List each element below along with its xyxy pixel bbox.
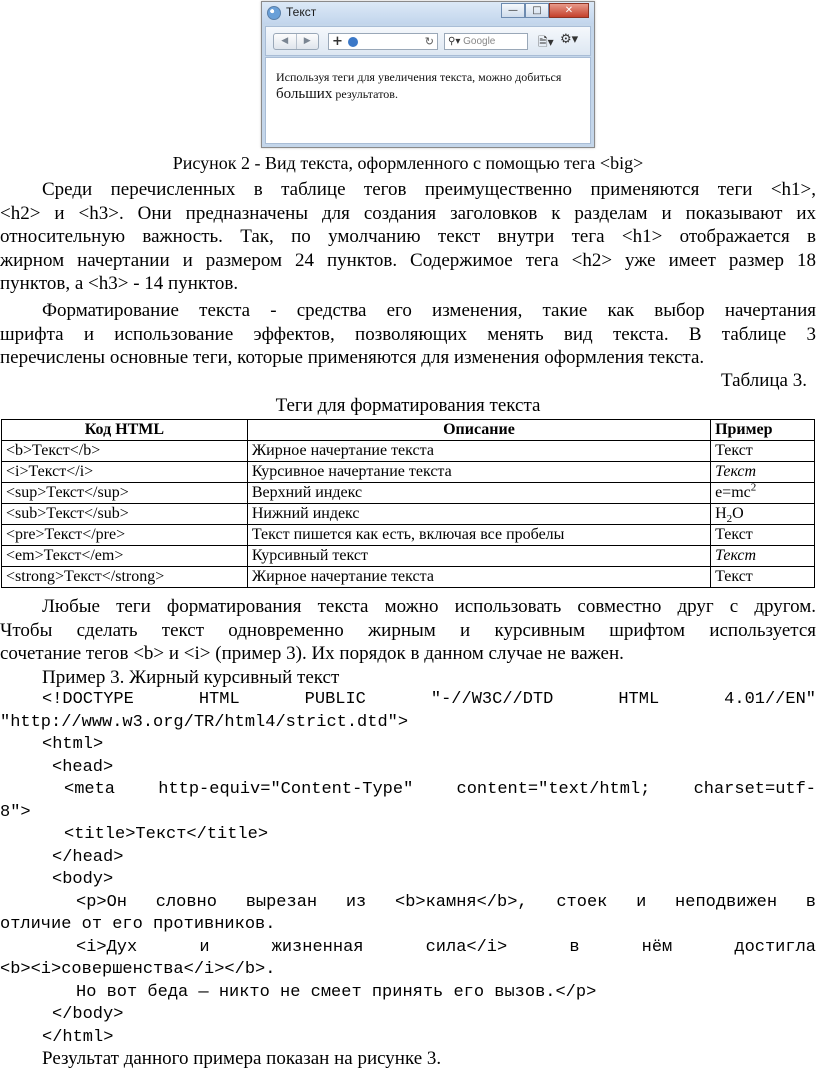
- forward-icon[interactable]: ▶: [296, 34, 319, 49]
- search-input[interactable]: [444, 33, 528, 50]
- column-header: Описание: [247, 420, 710, 441]
- code-line: </html>: [42, 1027, 114, 1047]
- code-line: <p>Он словно вырезан из <b>камня</b>, стоек и неподвижен в: [76, 892, 816, 912]
- formatting-tags-table: [1, 419, 815, 588]
- page-menu-icon[interactable]: 🗎▾: [538, 35, 554, 49]
- browser-viewport: [265, 57, 591, 144]
- viewport-line-1: Используя теги для увеличения текста, можно добиться: [276, 70, 562, 84]
- code-line: "http://www.w3.org/TR/html4/strict.dtd">: [0, 712, 409, 732]
- code-line: </head>: [52, 847, 124, 867]
- paragraph-combining: Любые теги форматирования текста можно использовать совместно друг с другом. Чтобы сделать текст одновременно жирным и курсивным шрифтом используется сочетание тегов <b> и <i> (пример 3). Их порядок в данном случае не важен.: [0, 596, 816, 664]
- window-titlebar: [262, 2, 594, 24]
- reload-icon[interactable]: ↻: [424, 35, 434, 48]
- code-line: отличие от его противников.: [0, 915, 276, 934]
- search-placeholder: Google: [463, 36, 496, 47]
- viewport-line-2: больших результатов.: [276, 86, 398, 102]
- close-icon[interactable]: ✕: [549, 3, 589, 18]
- maximize-icon[interactable]: □: [525, 3, 549, 18]
- table-title: Теги для форматирования текста: [275, 395, 541, 416]
- table-row: <i>Текст</i> Курсивное начертание текста Текст: [2, 462, 815, 483]
- browser-screenshot-figure: [261, 1, 595, 148]
- paragraph-formatting: Форматирование текста - средства его изменения, такие как выбор начертания шрифта и использование эффектов, позволяющих менять вид текста. В таблице 3 перечислены основные теги, которые применяются для изменения оформления текста.: [0, 300, 816, 368]
- big-text: больших: [276, 86, 333, 102]
- table-header-row: [2, 420, 815, 441]
- code-line: <b><i>совершенства</i></b>.: [0, 960, 276, 979]
- minimize-icon[interactable]: —: [501, 3, 525, 18]
- table-row: <em>Текст</em> Курсивный текст Текст: [2, 546, 815, 567]
- table-label: Таблица 3.: [720, 370, 807, 391]
- code-line: <head>: [52, 757, 114, 777]
- figure-caption: Рисунок 2 - Вид текста, оформленного с помощью тега <big>: [172, 153, 644, 173]
- code-line: <html>: [42, 735, 104, 754]
- browser-toolbar: [265, 26, 591, 56]
- table-row: <sub>Текст</sub> Нижний индекс $H_2O$: [2, 504, 815, 525]
- column-header: Код HTML: [2, 420, 248, 441]
- code-listing: [0, 689, 816, 1049]
- code-line: <i>Дух и жизненная сила</i> в нём достигла: [76, 937, 816, 957]
- gear-icon[interactable]: ⚙▾: [560, 32, 579, 47]
- paragraph-headings: Среди перечисленных в таблице тегов преимущественно применяются теги <h1>, <h2> и <h3>. Они предназначены для создания заголовков к разделам и показывают их относительную важность. Так, по умолчанию текст внутри тега <h1> отображается в жирном начертании и размером 24 пунктов. Содержимое тега <h2> уже имеет размер 18 пунктов, а <h3> - 14 пунктов.: [0, 179, 816, 294]
- nav-buttons: [273, 33, 319, 50]
- code-line: <body>: [52, 870, 114, 889]
- window-title: Текст: [286, 5, 317, 19]
- back-icon[interactable]: ◀: [281, 36, 289, 46]
- code-line: <!DOCTYPE HTML PUBLIC "-//W3C//DTD HTML 4.01//EN": [42, 690, 816, 709]
- search-icon: ⚲▾: [448, 36, 461, 47]
- code-line: <meta http-equiv="Content-Type" content="text/html; charset=utf-: [64, 780, 816, 799]
- table-row: <pre>Текст</pre> Текст пишется как есть, включая все пробелы Текст: [2, 525, 815, 546]
- code-line: Но вот беда — никто не смеет принять его вызов.</p>: [76, 982, 597, 1002]
- result-line: Результат данного примера показан на рисунке 3.: [42, 1048, 442, 1069]
- column-header: Пример: [711, 420, 815, 441]
- table-row: <b>Текст</b> Жирное начертание текста Текст: [2, 441, 815, 462]
- code-line: <title>Текст</title>: [64, 825, 269, 844]
- code-line: 8">: [0, 802, 31, 822]
- globe-icon: [348, 37, 358, 47]
- browser-icon: [267, 6, 281, 20]
- table-row: <sup>Текст</sup> Верхний индекс $e=mc^2$: [2, 483, 815, 504]
- address-bar[interactable]: [328, 33, 438, 50]
- code-line: </body>: [52, 1005, 124, 1024]
- new-tab-icon[interactable]: +: [332, 34, 343, 49]
- example-title: Пример 3. Жирный курсивный текст: [42, 667, 340, 688]
- table-row: <strong>Текст</strong> Жирное начертание текста Текст: [2, 567, 815, 588]
